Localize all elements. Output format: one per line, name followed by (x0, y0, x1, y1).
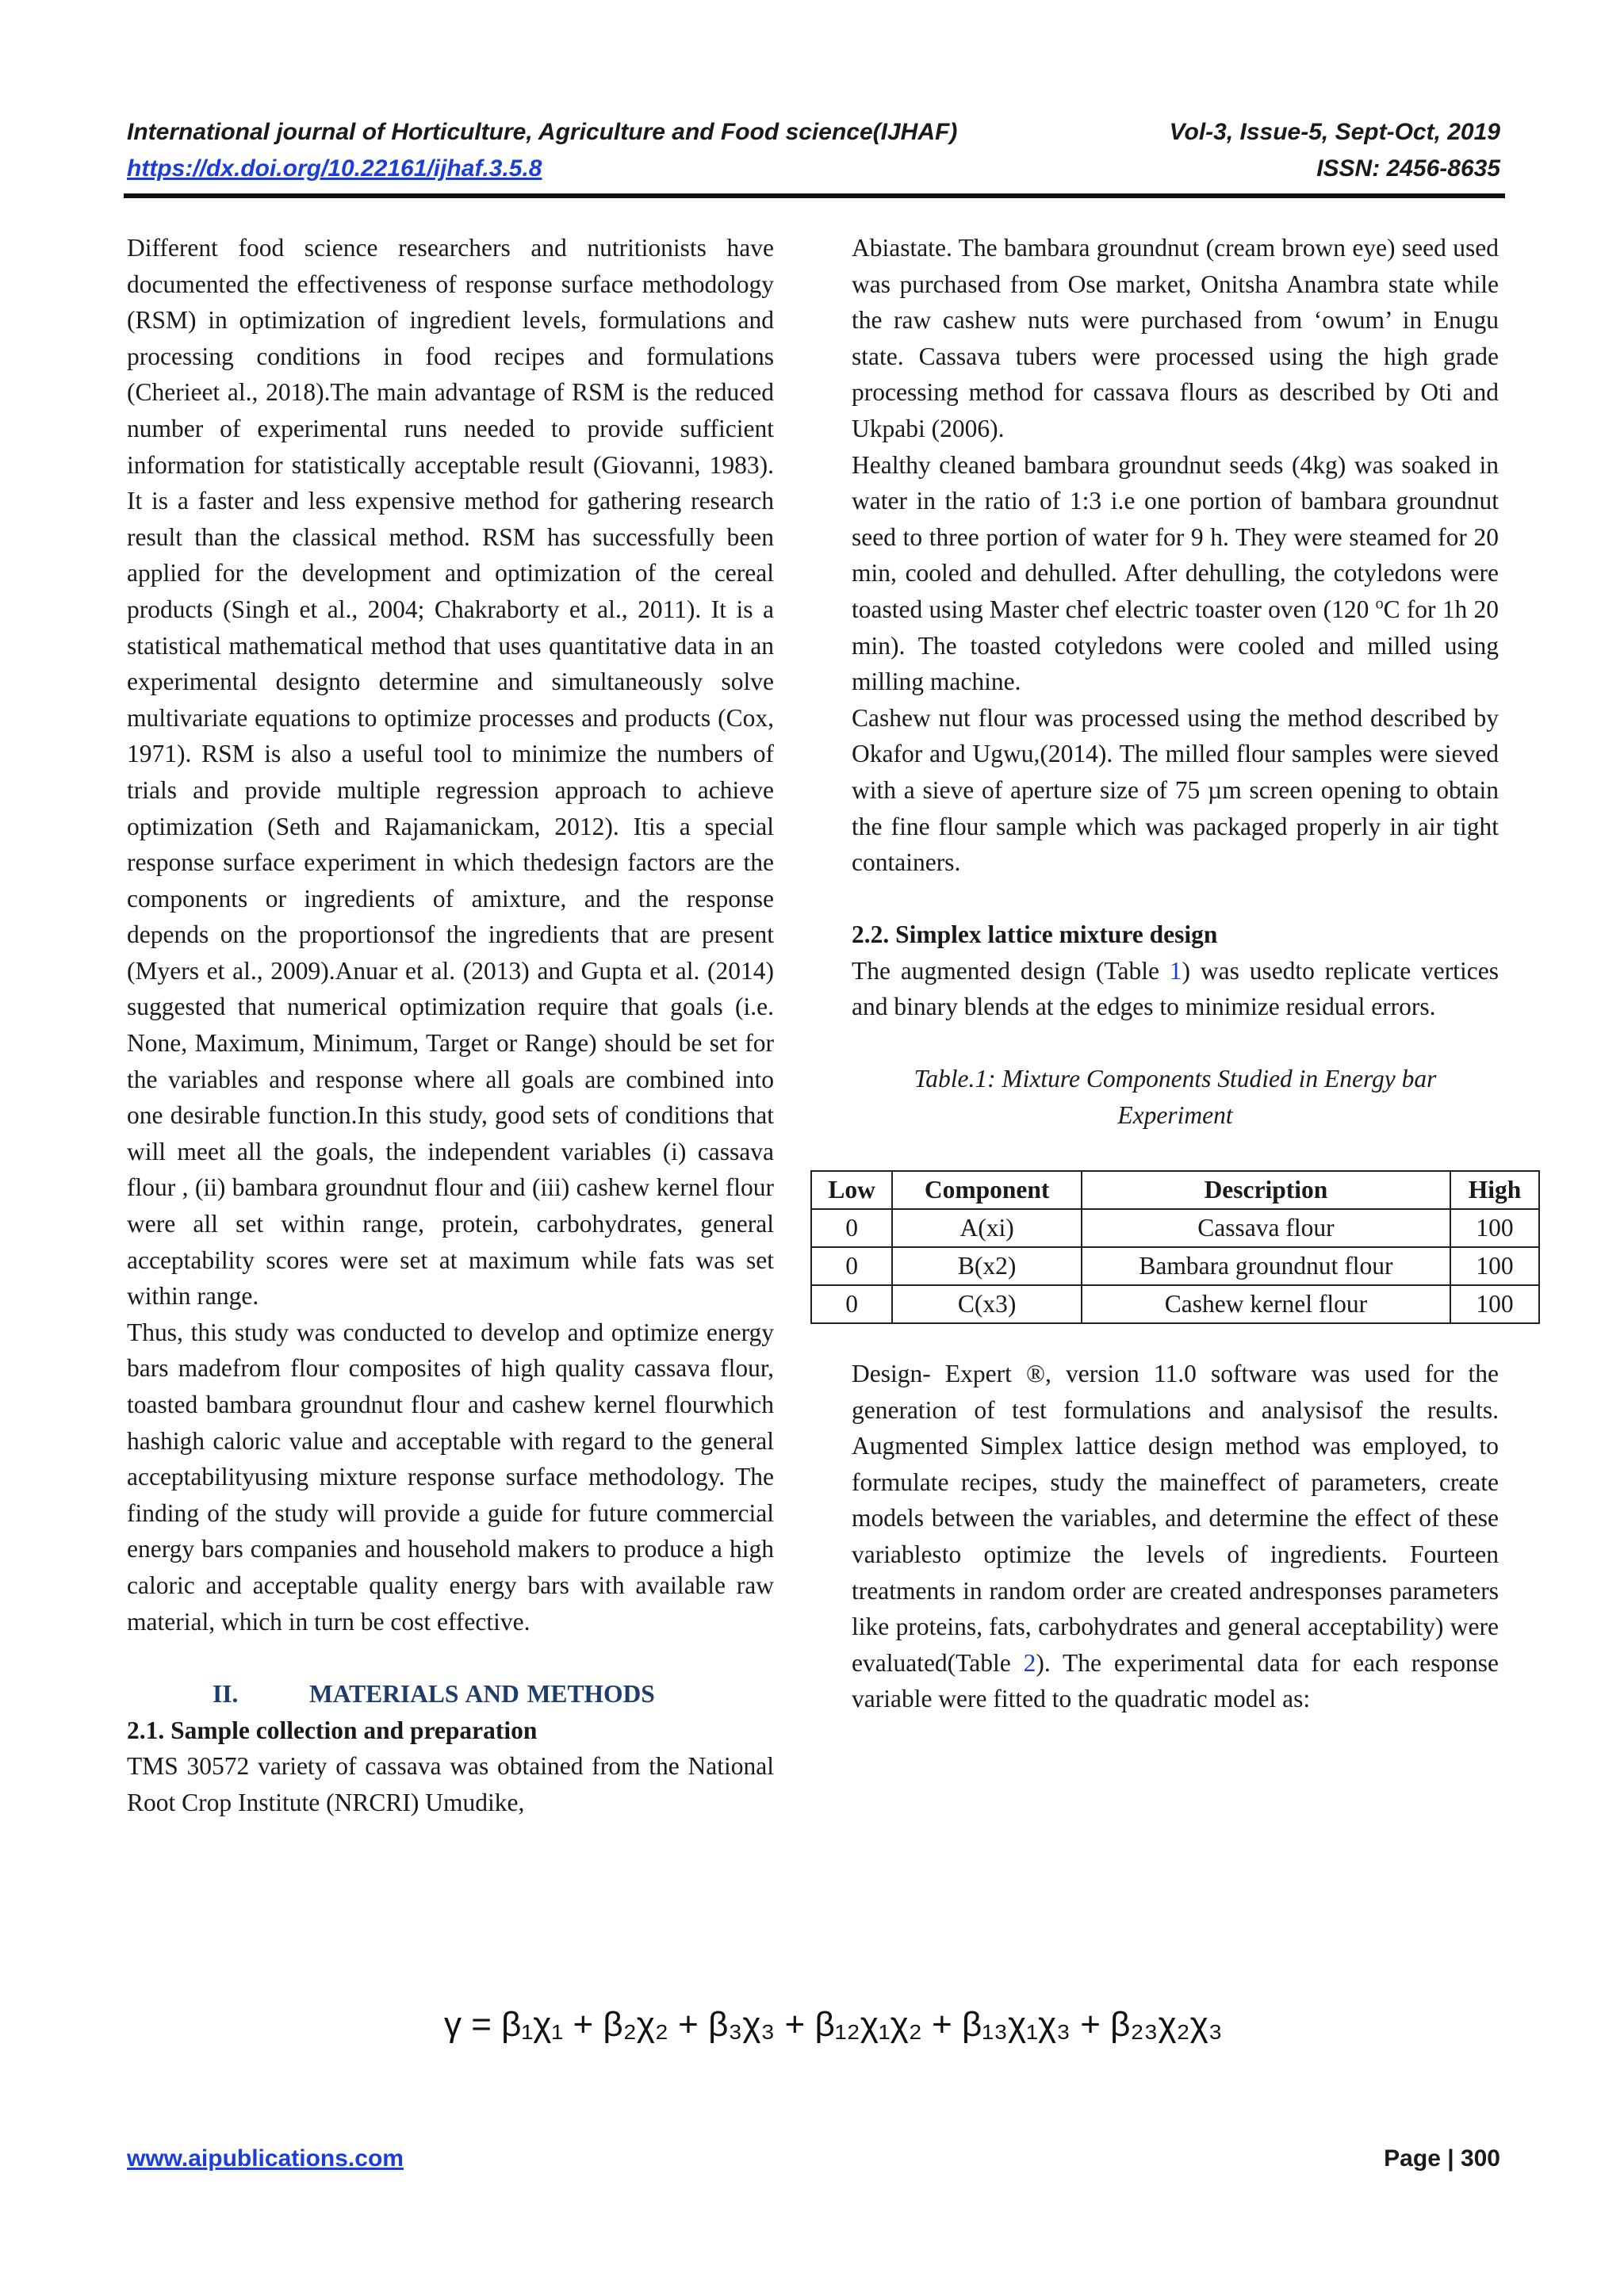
header-high: High (1450, 1171, 1539, 1209)
cell-high: 100 (1450, 1285, 1539, 1323)
sample-paragraph: TMS 30572 variety of cassava was obtained from the National Root Crop Institute (NRCRI) Umudike, (127, 1752, 774, 1816)
cell-description: Bambara groundnut flour (1082, 1247, 1450, 1285)
journal-title: International journal of Horticulture, Agriculture and Food science(IJHAF) (127, 119, 958, 145)
quadratic-model-equation: γ = β₁χ₁ + β₂χ₂ + β₃χ₃ + β₁₂χ₁χ₂ + β₁₃χ₁χ₃ + β₂₃χ₂χ₃ (444, 2005, 1223, 2044)
left-column (127, 230, 774, 1821)
website-link[interactable]: www.aipublications.com (127, 2145, 404, 2172)
doi-link[interactable]: https://dx.doi.org/10.22161/ijhaf.3.5.8 (127, 155, 542, 182)
section-title: MATERIALS AND METHODS (309, 1680, 655, 1709)
table-1-ref[interactable]: 1 (1169, 956, 1182, 985)
cell-low: 0 (811, 1209, 892, 1247)
sample-continuation: Abiastate. The bambara groundnut (cream brown eye) seed used was purchased from Ose market, Onitsha Anambra state while the raw cashew nuts were purchased from ‘owum’ in Enugu state. Cassava tubers were processed using the high grade processing method for cassava flours as described by Oti and Ukpabi (2006). (852, 234, 1499, 442)
design-paragraph: The augmented design (Table 1) was usedto replicate vertices and binary blends at the edges to minimize residual errors. (852, 956, 1499, 1021)
issn: ISSN: 2456-8635 (1316, 155, 1500, 182)
cell-component: B(x2) (892, 1247, 1082, 1285)
page-footer (127, 2145, 1500, 2172)
subsection-heading-2-2: 2.2. Simplex lattice mixture design (852, 920, 1218, 949)
header-divider (124, 193, 1505, 198)
cell-low: 0 (811, 1247, 892, 1285)
section-number: II. (213, 1680, 239, 1709)
cell-description: Cassava flour (1082, 1209, 1450, 1247)
design-expert-paragraph: Design- Expert ®, version 11.0 software was used for the generation of test formulations and analysisof the results. Augmented Simplex lattice design method was employed, to formulate recipes, study the maineffect of parameters, create models between the variables, and determine the effect of these variablesto optimize the levels of ingredients. Fourteen treatments in random order are created andresponses parameters like proteins, fats, carbohydrates and general acceptability) were evaluated(Table 2). The experimental data for each response variable were fitted to the quadratic model as: (852, 1360, 1499, 1713)
cell-component: A(xi) (892, 1209, 1082, 1247)
cell-component: C(x3) (892, 1285, 1082, 1323)
cell-low: 0 (811, 1285, 892, 1323)
bambara-paragraph: Healthy cleaned bambara groundnut seeds (4kg) was soaked in water in the ratio of 1:3 i.e one portion of bambara groundnut seed to three portion of water for 9 h. They were steamed for 20 min, cooled and dehulled. After dehulling, the cotyledons were toasted using Master chef electric toaster oven (120 $^o$C for 1h 20 min). The toasted cotyledons were cooled and milled using milling machine. (852, 450, 1499, 696)
page-header (127, 114, 1500, 187)
page-number: Page | 300 (1384, 2145, 1500, 2172)
table-row (811, 1209, 1539, 1247)
table-2-ref[interactable]: 2 (1023, 1648, 1036, 1677)
table-header-row (811, 1171, 1539, 1209)
cell-high: 100 (1450, 1209, 1539, 1247)
table-row (811, 1247, 1539, 1285)
subsection-heading-2-1: 2.1. Sample collection and preparation (127, 1716, 538, 1744)
right-column-lower (852, 1356, 1499, 1717)
section-heading (127, 1676, 774, 1712)
cashew-paragraph: Cashew nut flour was processed using the method described by Okafor and Ugwu,(2014). The milled flour samples were sieved with a sieve of aperture size of 75 µm screen opening to obtain the fine flour sample which was packaged properly in air tight containers. (852, 703, 1499, 877)
header-low: Low (811, 1171, 892, 1209)
header-component: Component (892, 1171, 1082, 1209)
study-aim-paragraph: Thus, this study was conducted to develop and optimize energy bars madefrom flour composites of high quality cassava flour, toasted bambara groundnut flour and cashew kernel flourwhich hashigh caloric value and acceptable with regard to the general acceptabilityusing mixture response surface methodology. The finding of the study will provide a guide for future commercial energy bars companies and household makers to produce a high caloric and acceptable quality energy bars with available raw material, which in turn be cost effective. (127, 1318, 774, 1636)
table-caption: Table.1: Mixture Components Studied in Energy bar Experiment (914, 1065, 1437, 1129)
mixture-components-table (810, 1170, 1540, 1324)
table-row (811, 1285, 1539, 1323)
header-description: Description (1082, 1171, 1450, 1209)
right-column (852, 230, 1499, 1133)
cell-description: Cashew kernel flour (1082, 1285, 1450, 1323)
intro-paragraph: Different food science researchers and nutritionists have documented the effectiveness of response surface methodology (RSM) in optimization of ingredient levels, formulations and processing conditions in food recipes and formulations (Cherieet al., 2018).The main advantage of RSM is the reduced number of experimental runs needed to provide sufficient information for statistically acceptable result (Giovanni, 1983). It is a faster and less expensive method for gathering research result than the classical method. RSM has successfully been applied for the development and optimization of the cereal products (Singh et al., 2004; Chakraborty et al., 2011). It is a statistical mathematical method that uses quantitative data in an experimental designto determine and simultaneously solve multivariate equations to optimize processes and products (Cox, 1971). RSM is also a useful tool to minimize the numbers of trials and provide multiple regression approach to achieve optimization (Seth and Rajamanickam, 2012). Itis a special response surface experiment in which thedesign factors are the components or ingredients of amixture, and the response depends on the proportionsof the ingredients that are present (Myers et al., 2009).Anuar et al. (2013) and Gupta et al. (2014) suggested that numerical optimization require that goals (i.e. None, Maximum, Minimum, Target or Range) should be set for the variables and response where all goals are combined into one desirable function.In this study, good sets of conditions that will meet all the goals, the independent variables (i) cassava flour , (ii) bambara groundnut flour and (iii) cashew kernel flour were all set within range, protein, carbohydrates, general acceptability scores were set at maximum while fats was set within range. (127, 234, 774, 1311)
cell-high: 100 (1450, 1247, 1539, 1285)
volume-issue: Vol-3, Issue-5, Sept-Oct, 2019 (1169, 119, 1500, 145)
